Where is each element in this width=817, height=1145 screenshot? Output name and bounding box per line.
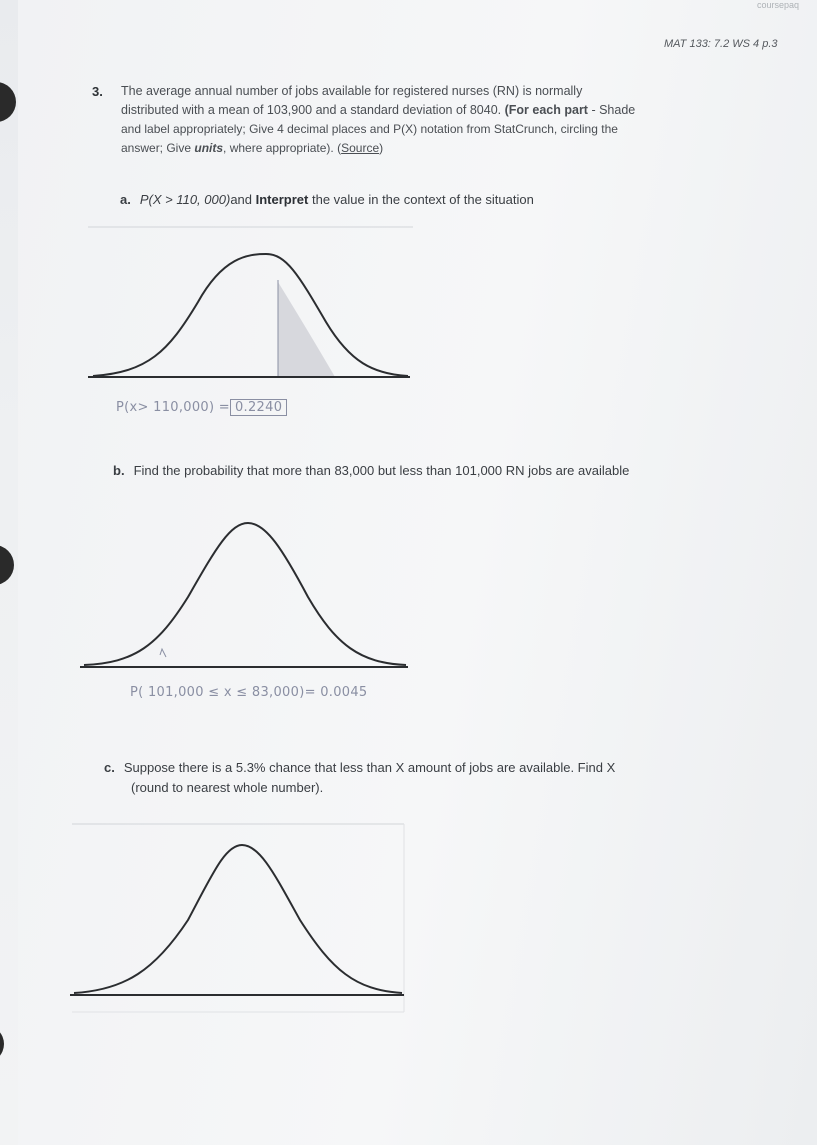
part-c-text-1: Suppose there is a 5.3% chance that less than X amount of jobs are available. Find X (123, 760, 616, 775)
binder-hole (0, 1025, 4, 1063)
normal-curve-b (80, 505, 410, 675)
part-c-line-1 (104, 760, 615, 775)
question-line-2-text: distributed with a mean of 103,900 and a standard deviation of 8040. (121, 103, 502, 117)
corner-tab: coursepaq (757, 0, 800, 10)
part-a (120, 192, 534, 207)
question-line-2 (121, 103, 635, 117)
part-b (113, 463, 629, 478)
binder-hole (0, 545, 14, 585)
bell-curve-b (84, 523, 406, 665)
part-c-line-2: (round to nearest whole number). (131, 780, 324, 795)
page-header: MAT 133: 7.2 WS 4 p.3 (664, 38, 778, 50)
question-line-2-end: - Shade (587, 103, 636, 117)
part-c-label: c. (104, 760, 115, 775)
handwritten-a-text: P(x> 110,000) = (116, 400, 230, 415)
part-b-label: b. (113, 463, 125, 478)
part-a-text-a: and (230, 192, 256, 207)
bell-curve-a (93, 254, 408, 376)
pencil-mark-b (160, 649, 166, 657)
question-line-4-b: , where appropriate). ( (223, 141, 342, 155)
part-a-math: P(X > 110, 000) (139, 192, 231, 207)
part-a-label: a. (120, 192, 131, 207)
question-line-1: The average annual number of jobs available for registered nurses (RN) is normally (121, 84, 583, 98)
shaded-region-a (278, 282, 335, 377)
handwritten-answer-b: P( 101,000 ≤ x ≤ 83,000)= 0.0045 (130, 685, 368, 700)
part-a-interpret: Interpret (255, 192, 309, 207)
part-b-text: Find the probability that more than 83,000 but less than 101,000 RN jobs are available (133, 463, 630, 478)
normal-curve-a (88, 222, 413, 387)
bell-curve-c (74, 845, 402, 993)
question-line-4-a: answer; Give (121, 141, 195, 155)
part-a-text-b: the value in the context of the situation (308, 192, 534, 207)
source-link[interactable]: Source (341, 141, 380, 155)
question-line-4-c: ) (379, 141, 384, 155)
handwritten-answer-a (116, 400, 287, 415)
binder-hole (0, 82, 16, 122)
question-line-2-bold: (For each part (504, 103, 588, 117)
normal-curve-c (70, 820, 410, 1015)
handwritten-a-boxed: 0.2240 (230, 399, 287, 416)
question-number: 3. (92, 84, 103, 99)
question-line-3: and label appropriately; Give 4 decimal places and P(X) notation from StatCrunch, circling the (121, 122, 618, 136)
question-line-4-units: units (194, 141, 224, 155)
question-line-4 (121, 141, 383, 155)
